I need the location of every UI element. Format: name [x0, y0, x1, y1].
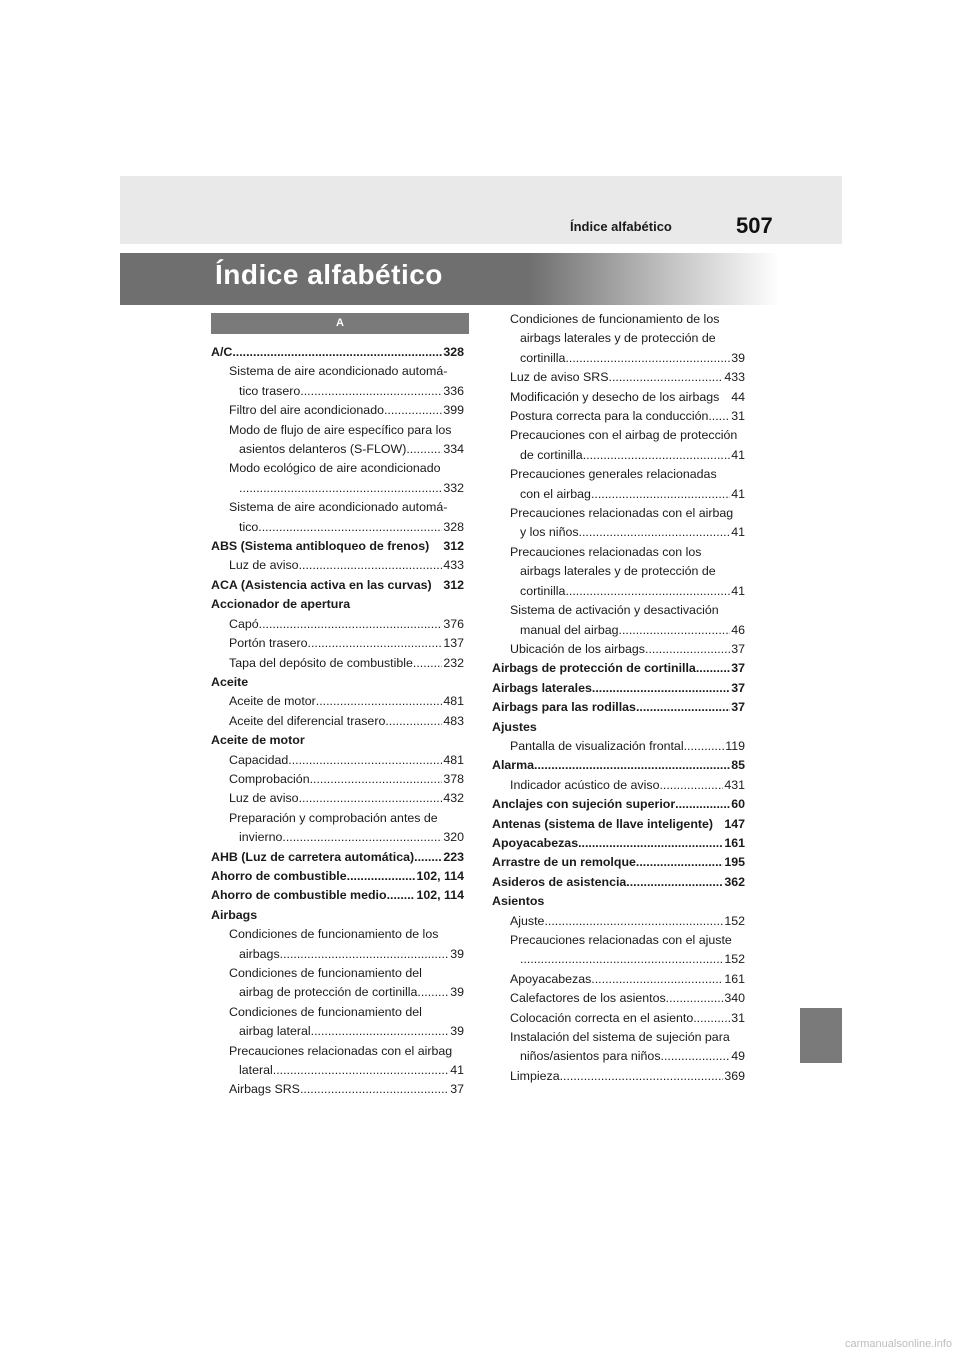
index-entry-text: AHB (Luz de carretera automática) [211, 849, 415, 864]
leader-dots [299, 556, 443, 575]
index-entry-text: Capacidad [229, 752, 289, 767]
index-entry [492, 1067, 745, 1086]
index-entry [211, 731, 464, 750]
index-entry-text: Apoyacabezas [510, 971, 592, 986]
index-entry-text: Asideros de asistencia [492, 874, 627, 889]
leader-dots [534, 756, 730, 775]
index-entry-text: Precauciones relacionadas con el ajuste [510, 933, 732, 947]
index-entry [492, 737, 745, 756]
index-entry [492, 931, 745, 950]
index-entry-page: 152 [724, 913, 745, 928]
index-entry [211, 886, 464, 905]
index-entry-page: 312 [443, 577, 464, 592]
index-entry-page: 41 [450, 1063, 464, 1078]
leader-dots [544, 912, 723, 931]
index-entry [492, 970, 745, 989]
index-entry [492, 659, 745, 678]
index-entry [492, 621, 745, 640]
index-entry-text: Condiciones de funcionamiento del [229, 966, 422, 980]
index-entry [211, 1042, 464, 1061]
index-entry [211, 692, 464, 711]
index-entry [211, 828, 464, 847]
index-entry-text: Airbags [211, 907, 258, 922]
index-entry [492, 426, 745, 445]
index-entry-text: Luz de aviso [229, 791, 299, 806]
index-entry-page: 102, 114 [416, 868, 464, 883]
index-entry-text: Modificación y desecho de los airbags [510, 389, 720, 404]
index-entry-page: 320 [443, 830, 464, 845]
index-entry-page: 432 [443, 791, 464, 806]
index-entry [492, 446, 745, 465]
leader-dots [414, 848, 442, 867]
index-entry [492, 698, 745, 717]
index-entry-text: Precauciones relacionadas con los [510, 544, 702, 559]
index-entry [492, 601, 745, 620]
index-entry [492, 407, 745, 426]
index-entry-text: invierno [239, 830, 283, 845]
index-entry-text: Anclajes con sujeción superior [492, 797, 676, 812]
index-entry-text: Precauciones relacionadas con el airbag [229, 1043, 453, 1058]
index-entry [492, 815, 745, 834]
index-entry-text: Ajuste [510, 913, 545, 928]
index-entry [211, 382, 464, 401]
index-entry-page: 37 [731, 700, 745, 715]
index-entry-page: 362 [724, 874, 745, 889]
index-entry-text: Aceite [211, 674, 249, 689]
index-entry-text: niños/asientos para niños [520, 1049, 661, 1064]
index-entry [211, 362, 464, 381]
index-entry-text: ACA (Asistencia activa en las curvas) [211, 577, 432, 592]
leader-dots [239, 479, 442, 498]
index-entry-text: Postura correcta para la conducción [510, 409, 709, 424]
index-entry [492, 582, 745, 601]
index-entry-text: Antenas (sistema de llave inteligente) [492, 816, 714, 831]
index-entry-text: asientos delanteros (S-FLOW) [239, 442, 407, 457]
index-entry [492, 1009, 745, 1028]
index-entry [492, 310, 745, 329]
index-entry-page: 31 [731, 409, 745, 424]
index-entry [492, 465, 745, 484]
index-entry [492, 776, 745, 795]
index-entry [211, 459, 464, 478]
index-entry-text: Ahorro de combustible medio [211, 888, 387, 903]
index-entry-text: Calefactores de los asientos [510, 991, 666, 1006]
index-entry-text: Precauciones con el airbag de protección [510, 428, 738, 443]
index-entry [492, 989, 745, 1008]
index-entry-page: 431 [724, 777, 745, 792]
index-entry-text: Sistema de aire acondicionado automá- [229, 364, 448, 379]
index-entry [492, 562, 745, 581]
index-entry-text: Sistema de activación y desactivación [510, 603, 719, 618]
index-entry-page: 152 [724, 952, 745, 967]
index-entry-page: 119 [725, 738, 745, 753]
leader-dots [259, 615, 443, 634]
leader-dots [583, 446, 731, 465]
index-entry-page: 378 [443, 771, 464, 786]
index-entry [211, 440, 464, 459]
index-entry-text: Airbags SRS [229, 1082, 300, 1097]
index-column-left [211, 343, 464, 1100]
index-entry-text: Modo de flujo de aire específico para los [229, 422, 452, 437]
index-entry-page: 481 [443, 694, 464, 709]
index-entry-text: Portón trasero [229, 636, 308, 651]
index-entry-page: 223 [443, 849, 464, 864]
index-entry-text: Airbags laterales [492, 680, 592, 695]
index-entry-text: Ahorro de combustible [211, 868, 347, 883]
index-entry-text: A/C [211, 345, 233, 359]
index-entry [211, 673, 464, 692]
leader-dots [578, 834, 723, 853]
leader-dots [609, 368, 724, 387]
index-entry-page: 312 [443, 539, 464, 554]
page-title: Índice alfabético [215, 259, 443, 290]
leader-dots [311, 1022, 450, 1041]
index-entry-text: Preparación y comprobación antes de [229, 810, 438, 825]
leader-dots [282, 828, 442, 847]
index-entry [492, 950, 745, 969]
index-entry-page: 332 [443, 480, 464, 495]
index-entry-page: 328 [443, 345, 464, 359]
index-entry-text: Capó [229, 616, 259, 631]
index-entry [492, 892, 745, 911]
index-entry-text: y los niños [520, 525, 579, 540]
leader-dots [258, 518, 442, 537]
index-column-right [492, 310, 745, 1086]
index-entry [492, 834, 745, 853]
index-entry [211, 867, 464, 886]
index-entry-page: 41 [731, 525, 745, 540]
index-entry [492, 523, 745, 542]
index-entry-text: Condiciones de funcionamiento del [229, 1004, 422, 1019]
leader-dots [288, 751, 442, 770]
index-entry [211, 498, 464, 517]
index-entry [211, 983, 464, 1002]
index-entry [492, 349, 745, 368]
index-entry-text: cortinilla [520, 350, 566, 365]
index-entry [211, 1003, 464, 1022]
leader-dots [626, 873, 723, 892]
leader-dots [565, 349, 730, 368]
leader-dots [565, 582, 730, 601]
index-entry-page: 336 [443, 383, 464, 398]
index-entry-text: Aceite del diferencial trasero [229, 713, 386, 728]
leader-dots [591, 970, 723, 989]
index-entry-page: 232 [443, 655, 464, 670]
index-entry-page: 60 [731, 797, 745, 812]
index-entry [492, 912, 745, 931]
index-entry [211, 1080, 464, 1099]
index-entry [492, 504, 745, 523]
index-entry-text: Precauciones relacionadas con el airbag [510, 506, 734, 521]
index-entry [211, 556, 464, 575]
index-entry [211, 595, 464, 614]
leader-dots [384, 401, 442, 420]
index-entry-text: Luz de aviso SRS [510, 370, 609, 385]
index-entry [492, 756, 745, 775]
index-entry-text: manual del airbag [520, 622, 619, 637]
index-entry [211, 537, 464, 556]
index-entry-text: Asientos [492, 894, 545, 909]
index-entry-text: ABS (Sistema antibloqueo de frenos) [211, 539, 430, 554]
index-entry-text: Arrastre de un remolque [492, 855, 636, 870]
index-entry-text: cortinilla [520, 583, 566, 598]
index-entry-page: 44 [731, 389, 745, 404]
index-entry [211, 634, 464, 653]
index-entry [492, 853, 745, 872]
index-entry-page: 483 [443, 713, 464, 728]
leader-dots [592, 679, 730, 698]
index-entry [211, 421, 464, 440]
index-entry [492, 368, 745, 387]
index-entry-text: Airbags de protección de cortinilla [492, 661, 696, 676]
index-entry-page: 41 [731, 486, 745, 501]
index-entry [492, 873, 745, 892]
index-entry-page: 369 [724, 1068, 745, 1083]
index-entry-text: Filtro del aire acondicionado [229, 403, 384, 418]
header-band [120, 176, 842, 244]
index-entry [492, 1047, 745, 1066]
index-entry-text: Pantalla de visualización frontal [510, 738, 684, 753]
index-entry-page: 41 [731, 583, 745, 598]
index-entry-text: tico [239, 519, 259, 534]
leader-dots [591, 485, 730, 504]
leader-dots [666, 989, 724, 1008]
index-entry [211, 770, 464, 789]
index-entry-page: 39 [450, 985, 464, 1000]
index-entry [211, 479, 464, 498]
index-entry-page: 39 [450, 1024, 464, 1039]
index-entry [492, 718, 745, 737]
leader-dots [280, 945, 450, 964]
index-entry [211, 576, 464, 595]
leader-dots [273, 1061, 449, 1080]
leader-dots [619, 621, 731, 640]
index-entry-text: Ajustes [492, 719, 537, 734]
index-entry-page: 31 [731, 1010, 745, 1025]
index-entry [211, 925, 464, 944]
leader-dots [579, 523, 731, 542]
index-entry-page: 399 [443, 403, 464, 418]
leader-dots [385, 712, 442, 731]
index-entry [211, 945, 464, 964]
index-entry-page: 137 [443, 636, 464, 651]
index-entry-page: 340 [724, 991, 745, 1006]
index-entry [492, 388, 745, 407]
index-entry-text: Luz de aviso [229, 558, 299, 573]
leader-dots [387, 886, 416, 905]
index-entry [211, 654, 464, 673]
index-entry-text: Precauciones generales relacionadas [510, 467, 717, 482]
index-entry-text: Modo ecológico de aire acondicionado [229, 461, 441, 476]
index-entry-page: 49 [731, 1049, 745, 1064]
letter-heading: A [211, 313, 469, 334]
index-entry [211, 809, 464, 828]
leader-dots [310, 770, 443, 789]
chapter-tab [800, 1008, 842, 1063]
leader-dots [659, 776, 723, 795]
leader-dots [636, 853, 723, 872]
index-entry [211, 712, 464, 731]
index-entry [211, 1022, 464, 1041]
leader-dots [308, 634, 443, 653]
index-entry-page: 37 [450, 1082, 464, 1097]
index-entry-text: Instalación del sistema de sujeción para [510, 1030, 730, 1045]
index-entry-text: Condiciones de funcionamiento de los [229, 927, 439, 942]
index-entry-text: con el airbag [520, 486, 591, 501]
index-entry [492, 1028, 745, 1047]
leader-dots [417, 983, 449, 1002]
index-entry-text: Condiciones de funcionamiento de los [510, 312, 720, 326]
index-entry-text: de cortinilla [520, 447, 583, 462]
index-entry [211, 964, 464, 983]
index-entry-page: 46 [731, 622, 745, 637]
index-entry-text: Indicador acústico de aviso [510, 777, 660, 792]
index-entry [211, 848, 464, 867]
index-entry-text: lateral [239, 1063, 273, 1078]
index-entry [492, 640, 745, 659]
index-entry-text: Ubicación de los airbags [510, 641, 645, 656]
index-entry-text: Tapa del depósito de combustible [229, 655, 413, 670]
leader-dots [661, 1047, 731, 1066]
index-entry [211, 401, 464, 420]
leader-dots [232, 343, 442, 362]
leader-dots [347, 867, 416, 886]
index-entry-page: 102, 114 [416, 888, 464, 903]
index-entry-text: airbags [239, 946, 280, 961]
header-section-title: Índice alfabético [570, 219, 672, 234]
index-entry [211, 518, 464, 537]
index-entry-text: Comprobación [229, 771, 310, 786]
index-entry [492, 543, 745, 562]
index-entry-text: Sistema de aire acondicionado automá- [229, 500, 448, 515]
index-entry [492, 679, 745, 698]
index-entry-page: 433 [724, 370, 745, 385]
index-entry-text: Aceite de motor [229, 694, 316, 709]
index-entry [492, 795, 745, 814]
index-entry-page: 85 [731, 758, 745, 773]
index-entry-text: Apoyacabezas [492, 835, 579, 850]
leader-dots [675, 795, 730, 814]
leader-dots [406, 440, 442, 459]
leader-dots [316, 692, 443, 711]
leader-dots [413, 654, 442, 673]
index-entry [211, 906, 464, 925]
leader-dots [636, 698, 730, 717]
footer-watermark: carmanualsonline.info [844, 1338, 952, 1350]
leader-dots [560, 1067, 724, 1086]
index-entry-text: Accionador de apertura [211, 597, 351, 612]
index-entry-page: 37 [731, 680, 745, 695]
index-entry-page: 147 [724, 816, 745, 831]
leader-dots [708, 407, 730, 426]
index-entry-page: 37 [731, 641, 745, 656]
page-number: 507 [736, 213, 773, 238]
leader-dots [299, 789, 443, 808]
index-entry-page: 328 [443, 519, 464, 534]
index-entry-text: airbags laterales y de protección de [520, 331, 716, 346]
index-entry-page: 161 [724, 835, 745, 850]
index-entry-text: airbag de protección de cortinilla [239, 985, 418, 1000]
index-entry-text: airbag lateral [239, 1024, 311, 1039]
index-entry-page: 39 [731, 350, 745, 365]
index-entry [211, 751, 464, 770]
index-entry-text: Alarma [492, 758, 535, 773]
index-entry [211, 343, 464, 362]
index-entry-text: Limpieza [510, 1068, 560, 1083]
index-entry-text: airbags laterales y de protección de [520, 564, 716, 579]
index-entry-page: 41 [731, 447, 745, 462]
index-entry-text: tico trasero [239, 383, 301, 398]
index-entry [211, 1061, 464, 1080]
index-entry-page: 334 [443, 442, 464, 457]
index-entry-text: Airbags para las rodillas [492, 700, 636, 715]
leader-dots [693, 1009, 730, 1028]
leader-dots [300, 382, 442, 401]
index-entry-text: Colocación correcta en el asiento [510, 1010, 694, 1025]
index-entry-page: 376 [443, 616, 464, 631]
leader-dots [645, 640, 730, 659]
index-entry [211, 789, 464, 808]
index-entry-page: 37 [731, 661, 745, 676]
index-entry-text: Aceite de motor [211, 733, 305, 748]
index-entry [492, 329, 745, 348]
index-entry-page: 39 [450, 946, 464, 961]
index-entry-page: 433 [443, 558, 464, 573]
index-entry [492, 485, 745, 504]
leader-dots [684, 737, 725, 756]
index-entry-page: 481 [443, 752, 464, 767]
leader-dots [696, 659, 730, 678]
leader-dots [520, 950, 723, 969]
index-entry [211, 615, 464, 634]
index-entry-page: 195 [724, 855, 745, 870]
index-entry-page: 161 [724, 971, 745, 986]
leader-dots [300, 1080, 449, 1099]
